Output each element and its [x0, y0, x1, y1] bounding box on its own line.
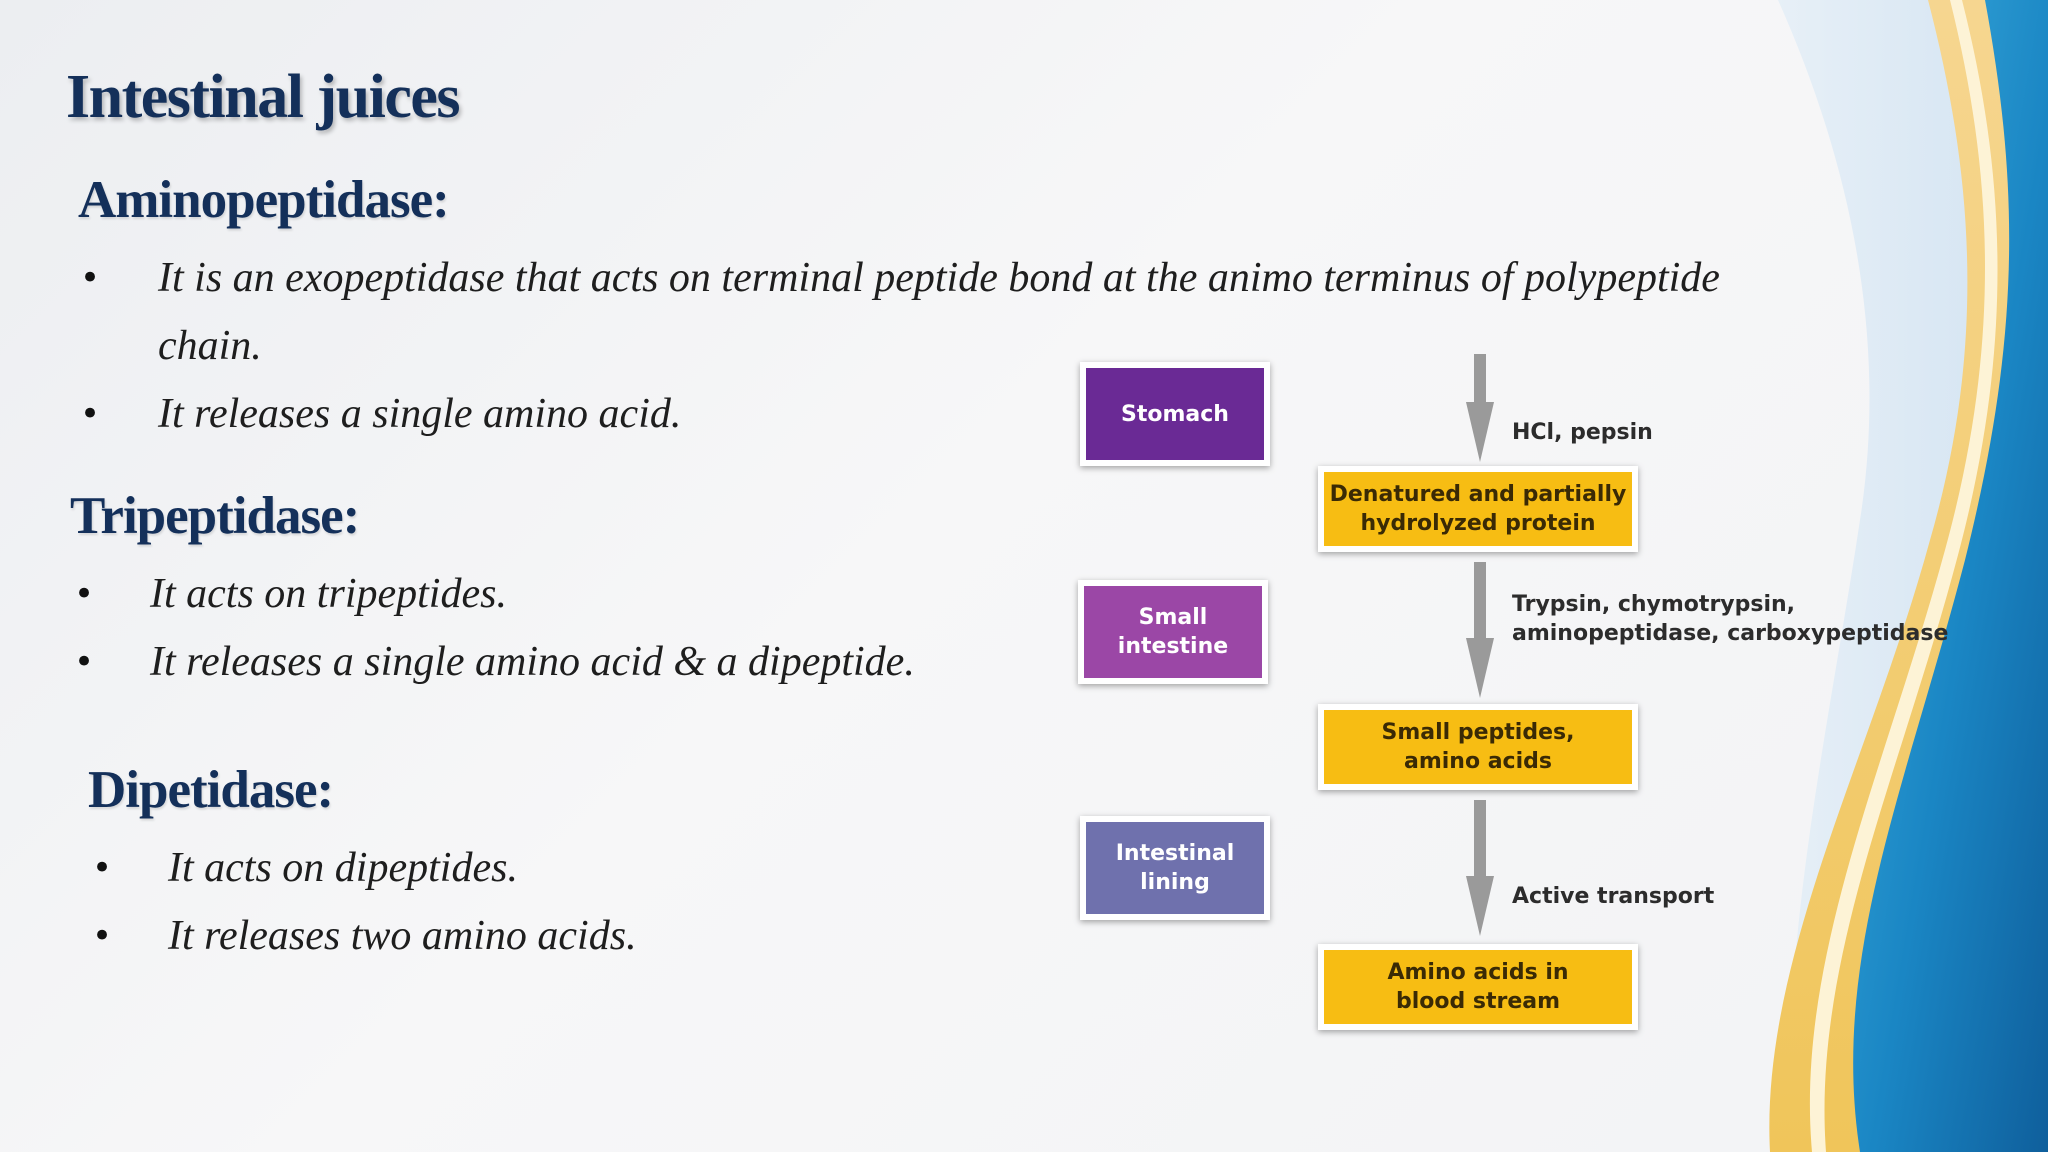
arrow-head-down [1466, 402, 1494, 462]
arrow-shaft [1474, 800, 1486, 882]
bullet-text: It is an exopeptidase that acts on terminal peptide bond at the animo terminus of polypeptide [158, 255, 1720, 301]
arrow-head-down [1466, 876, 1494, 936]
bullet-text: It releases two amino acids. [168, 913, 637, 959]
bullet-icon: • [74, 642, 95, 682]
section-heading-aminopeptidase: Aminopeptidase: [78, 171, 449, 229]
bullet-text: It releases a single amino acid. [158, 391, 682, 437]
bullet-text: It acts on dipeptides. [168, 845, 518, 891]
bullet-icon: • [80, 394, 101, 434]
slide-title: Intestinal juices [66, 63, 459, 131]
organ-intestinal-lining: Intestinal lining [1080, 816, 1270, 920]
section-heading-tripeptidase: Tripeptidase: [70, 487, 360, 545]
bullet-icon: • [80, 258, 101, 298]
product-small-peptides: Small peptides, amino acids [1318, 704, 1638, 790]
bullet-icon: • [92, 916, 113, 956]
bullet-text-continuation: chain. [158, 323, 262, 369]
arrow-head-down [1466, 638, 1494, 698]
bullet-text: It acts on tripeptides. [150, 571, 507, 617]
step-label-proteases: Trypsin, chymotrypsin, aminopeptidase, carboxypeptidase [1512, 592, 1949, 646]
organ-small-intestine: Small intestine [1078, 580, 1268, 684]
step-label-active-transport: Active transport [1512, 884, 1715, 909]
product-amino-acids-blood: Amino acids in blood stream [1318, 944, 1638, 1030]
product-denatured-protein: Denatured and partially hydrolyzed protein [1318, 466, 1638, 552]
arrow-shaft [1474, 562, 1486, 642]
bullet-icon: • [92, 848, 113, 888]
step-label-hcl-pepsin: HCl, pepsin [1512, 420, 1653, 445]
bullet-text: It releases a single amino acid & a dipeptide. [150, 639, 915, 685]
section-heading-dipetidase: Dipetidase: [88, 761, 334, 819]
bullet-icon: • [74, 574, 95, 614]
organ-stomach: Stomach [1080, 362, 1270, 466]
